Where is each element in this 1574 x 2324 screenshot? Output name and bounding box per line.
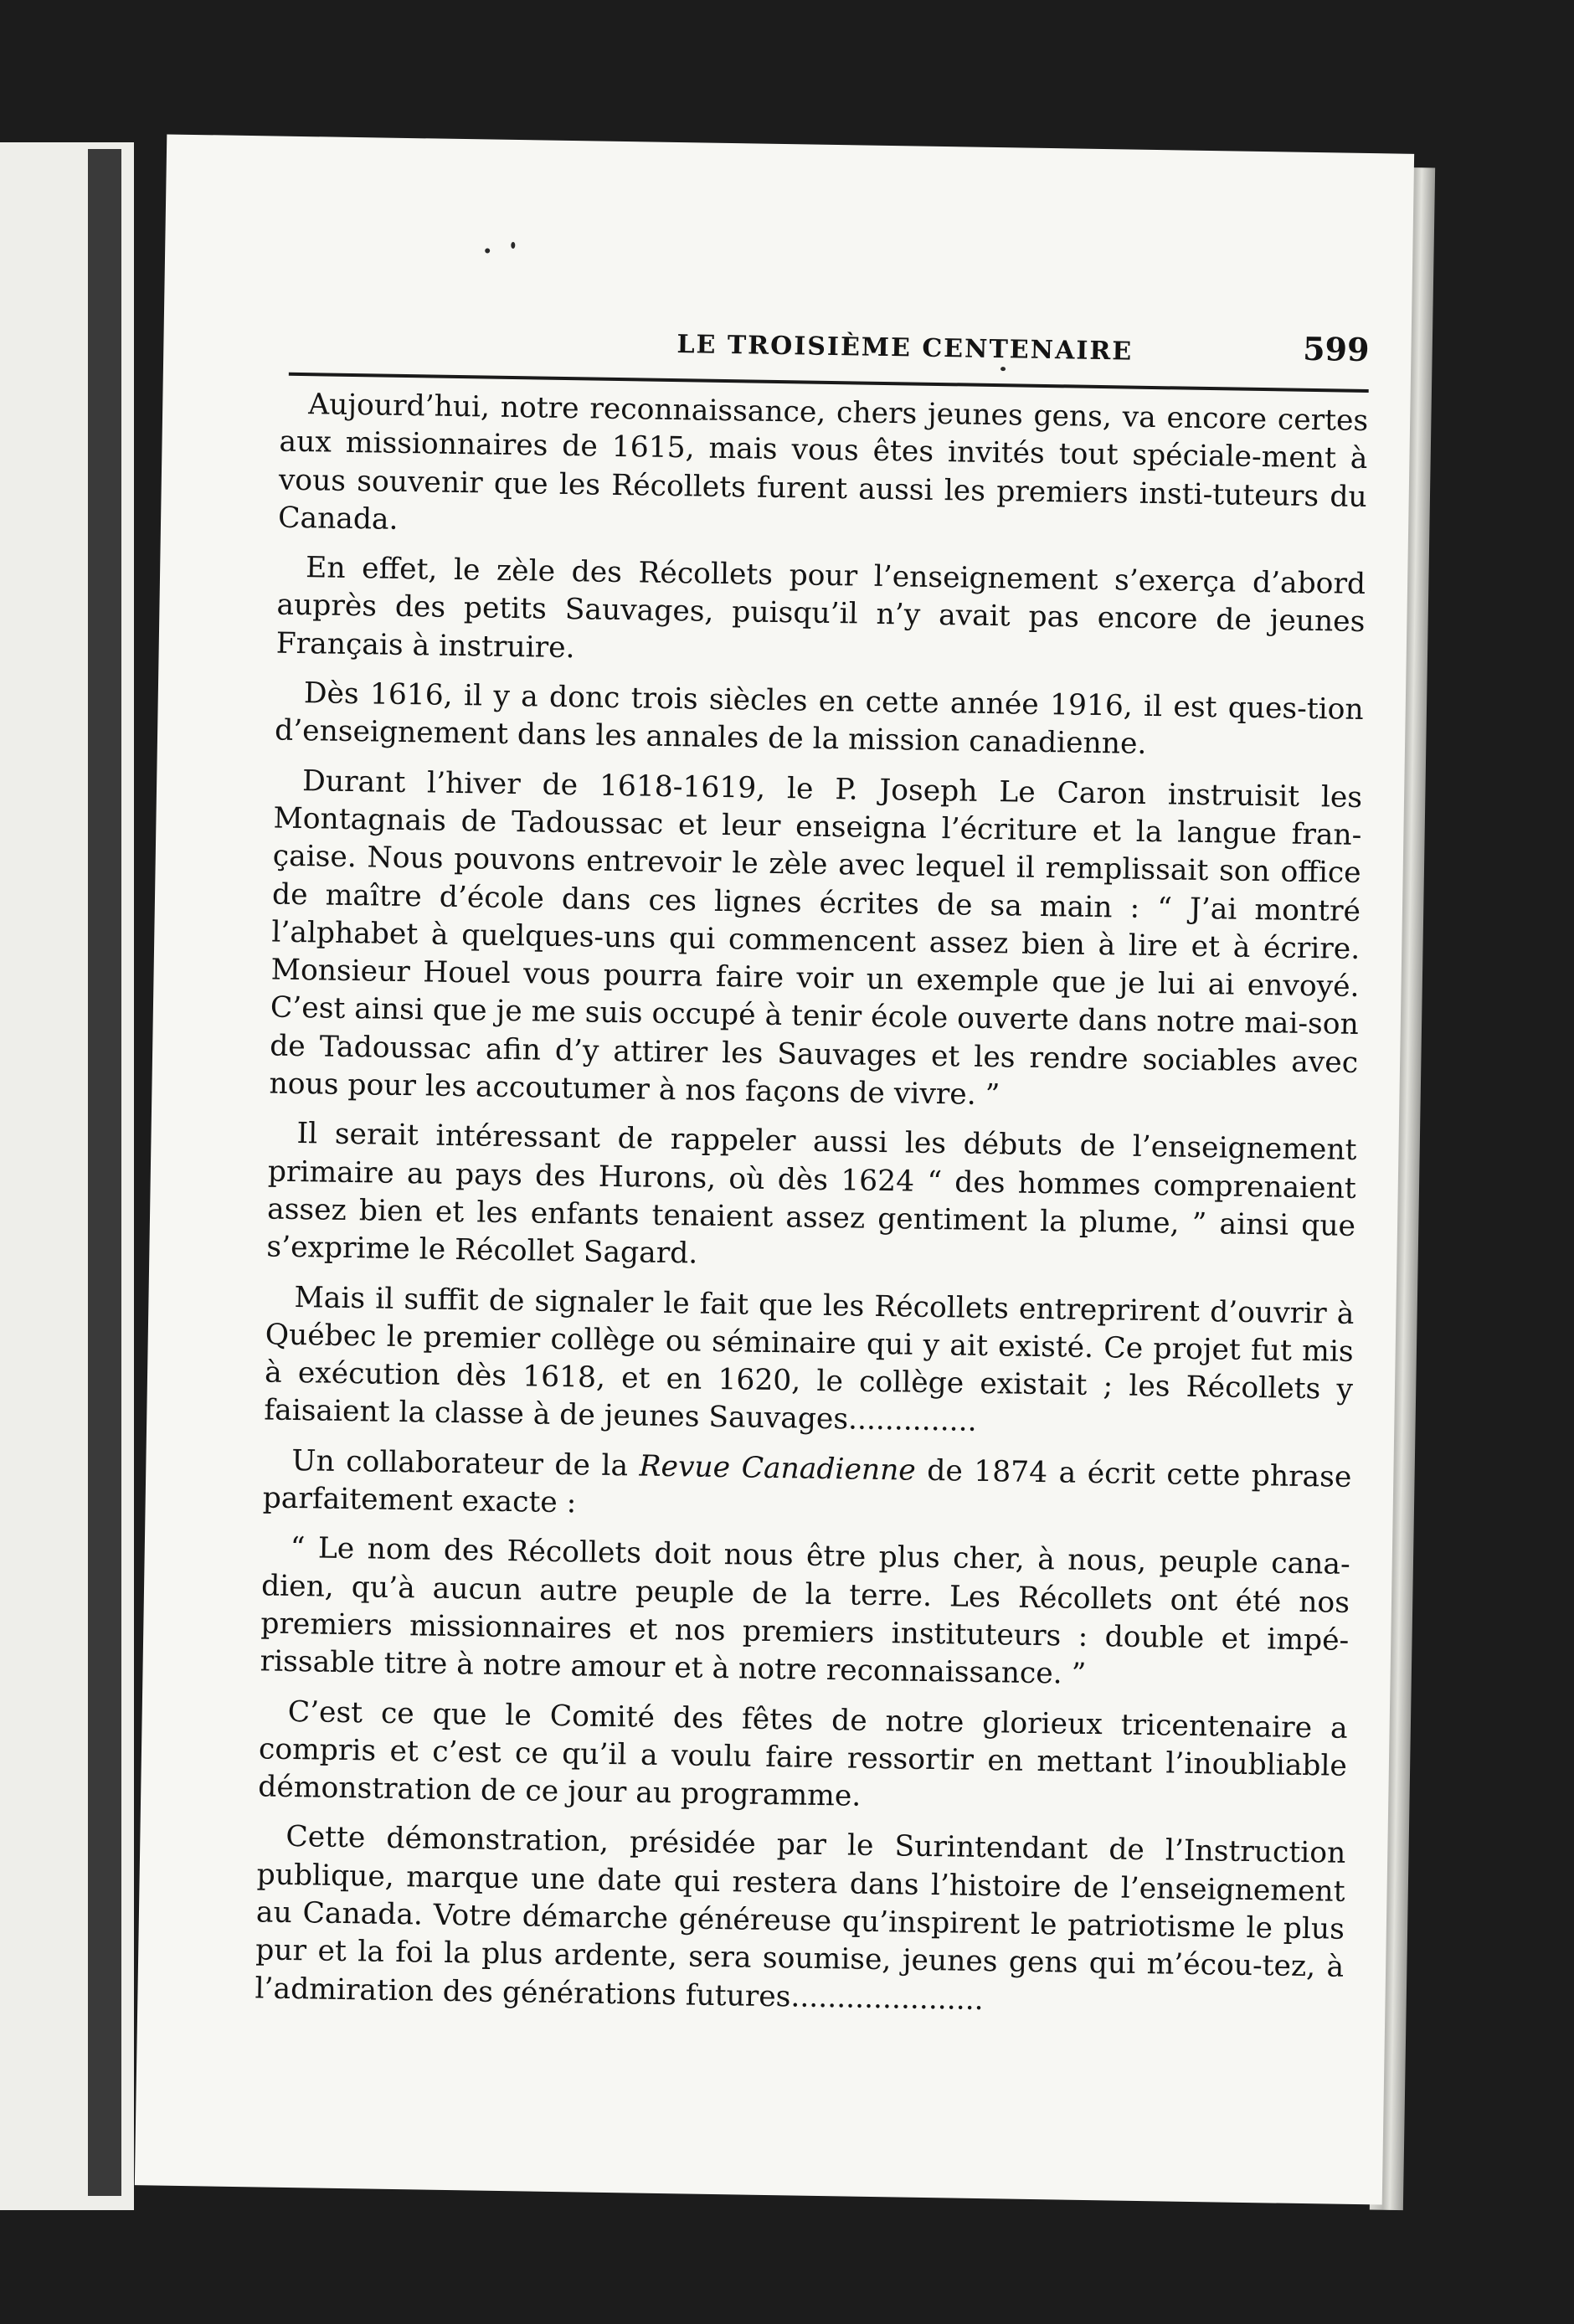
- paragraph: Cette démonstration, présidée par le Surintendant de l’Instruction publique, marque une date qui restera dans l’histoire de l’enseignement au Canada. Votre démarche généreuse qu’inspirent le patriotisme le plus pur et la foi la plus ardente, sera soumise, jeunes gens qui m’écou-tez, à l’admiration des générations futures.....................: [255, 1820, 1346, 2017]
- paragraph: En effet, le zèle des Récollets pour l’enseignement s’exerça d’abord auprès des petits Sauvages, puisqu’il n’y avait pas encore de jeunes Français à instruire.: [275, 551, 1366, 665]
- paragraph: Il serait intéressant de rappeler aussi les débuts de l’enseignement primaire au pays des Hurons, où dès 1624 “ des hommes comprenaient assez bien et les enfants tenaient assez gentiment la plume, ” ainsi que s’exprime le Récollet Sagard.: [266, 1117, 1357, 1271]
- paragraph: C’est ce que le Comité des fêtes de notre glorieux tricentenaire a compris et c’est ce qu’il a voulu faire ressortir en mettant l’inoubliable démonstration de ce jour au programme.: [258, 1694, 1348, 1813]
- text-run: de 1874 a écrit cette phrase parfaitement exacte :: [262, 1453, 1352, 1520]
- dust-speck: [511, 242, 515, 249]
- book-gutter: [88, 149, 121, 2196]
- running-head: [289, 314, 1370, 381]
- paragraph: Mais il suffit de signaler le fait que les Récollets entreprirent d’ouvrir à Québec le premier collège ou séminaire qui y ait existé. Ce projet fut mis à exécution dès 1618, et en 1620, le collège existait ; les Récollets y faisaient la classe à de jeunes Sauvages..............: [264, 1280, 1355, 1439]
- dust-speck: [1000, 367, 1006, 371]
- text-run: Un collaborateur de la: [291, 1443, 640, 1483]
- body-text: [255, 386, 1368, 2037]
- journal-title: Revue Canadienne: [639, 1449, 917, 1488]
- paragraph-revue: [262, 1442, 1351, 1535]
- book-page: [135, 134, 1414, 2204]
- block-quote: “ Le nom des Récollets doit nous être plus cher, à nous, peuple cana-dien, qu’à aucun autre peuple de la terre. Les Récollets ont été nos premiers missionnaires et nos premiers instituteurs : double et impé-rissable titre à notre amour et à notre reconnaissance. ”: [260, 1531, 1350, 1692]
- running-title: LE TROISIÈME CENTENAIRE: [676, 330, 1134, 367]
- dust-speck: [485, 248, 490, 253]
- paragraph: Durant l’hiver de 1618-1619, le P. Joseph Le Caron instruisit les Montagnais de Tadoussac et leur enseigna l’écriture et la langue fran-çaise. Nous pouvons entrevoir le zèle avec lequel il remplissait son office de maître d’école dans ces lignes écrites de sa main : “ J’ai montré l’alphabet à quelques-uns qui commencent assez bien à lire et à écrire. Monsieur Houel vous pourra faire voir un exemple que je lui ai envoyé. C’est ainsi que je me suis occupé à tenir école ouverte dans notre mai-son de Tadoussac afin d’y attirer les Sauvages et les rendre sociables avec nous pour les accoutumer à nos façons de vivre. ”: [269, 764, 1363, 1113]
- paragraph: Dès 1616, il y a donc trois siècles en cette année 1916, il est ques-tion d’enseignement dans les annales de la mission canadienne.: [274, 676, 1365, 762]
- paragraph: Aujourd’hui, notre reconnaissance, chers jeunes gens, va encore certes aux missionnaires de 1615, mais vous êtes invités tout spéciale-ment à vous souvenir que les Récollets furent aussi les premiers insti-tuteurs du Canada.: [277, 388, 1369, 537]
- page-number: 599: [1302, 329, 1370, 369]
